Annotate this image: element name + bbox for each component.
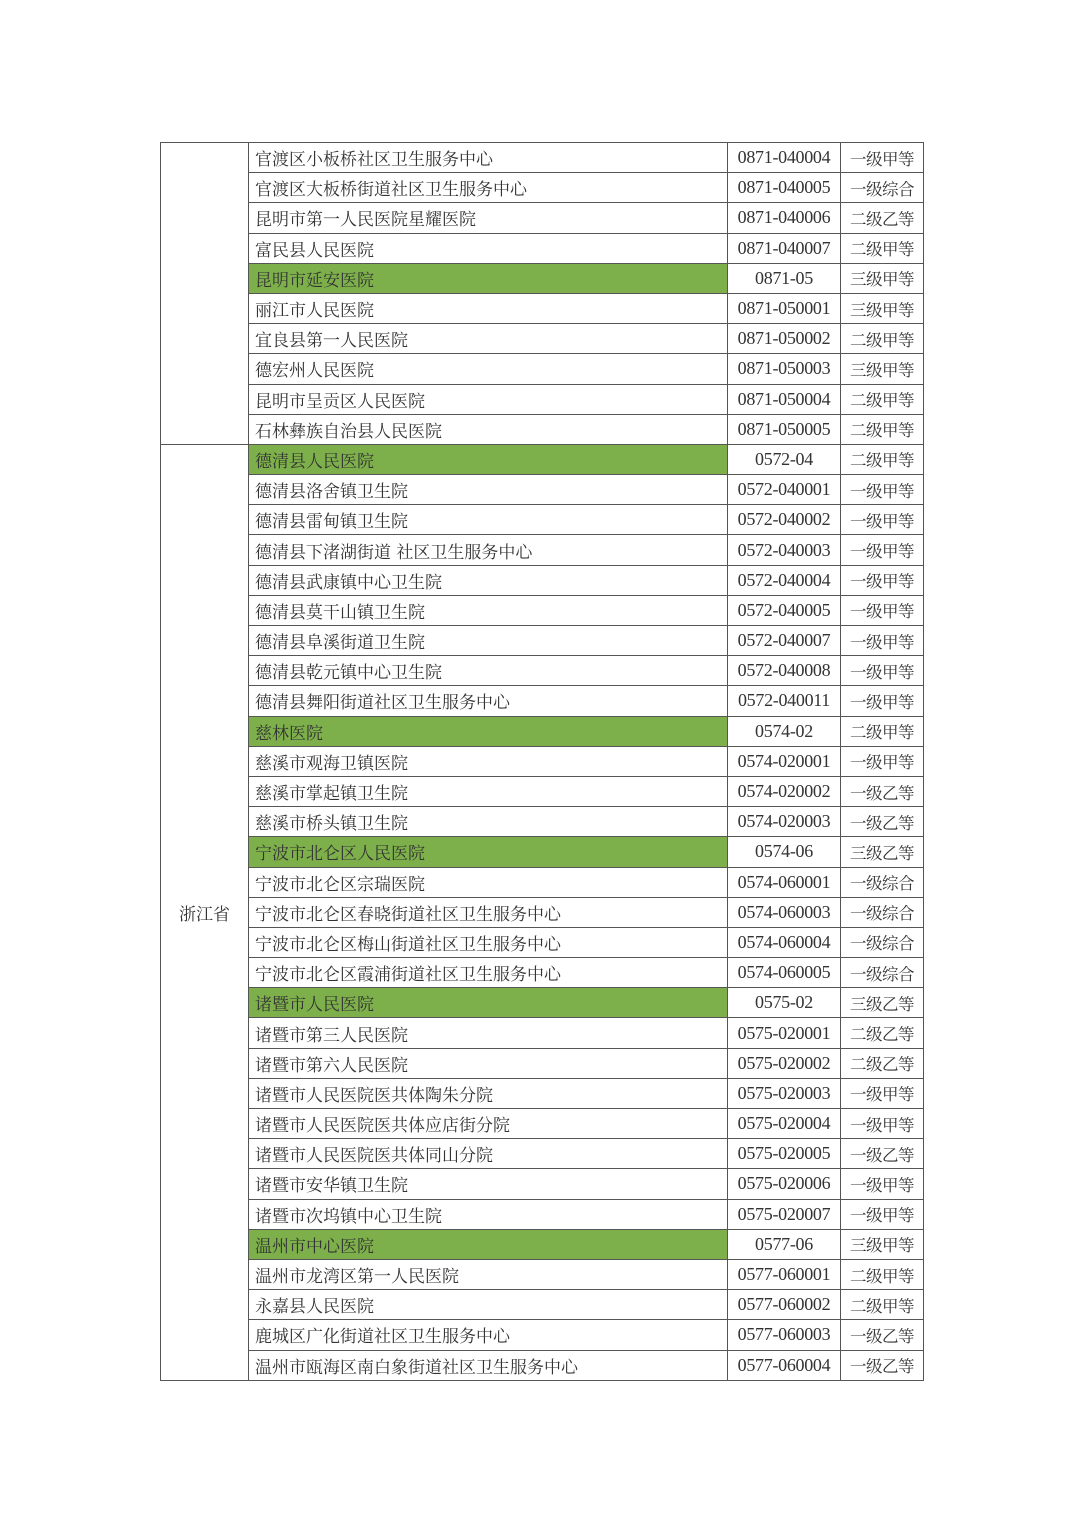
hospital-name-cell: 温州市龙湾区第一人民医院 <box>249 1259 728 1289</box>
hospital-name-cell: 温州市瓯海区南白象街道社区卫生服务中心 <box>249 1350 728 1380</box>
table-row <box>161 626 924 656</box>
hospital-grade-cell: 一级甲等 <box>841 1199 924 1229</box>
table-row <box>161 505 924 535</box>
hospital-code-cell: 0574-06 <box>728 837 841 867</box>
hospital-code-cell: 0871-050003 <box>728 354 841 384</box>
hospital-grade-cell: 一级乙等 <box>841 1320 924 1350</box>
hospital-code-cell: 0572-04 <box>728 444 841 474</box>
hospital-grade-cell: 一级甲等 <box>841 1109 924 1139</box>
hospital-grade-cell: 三级乙等 <box>841 837 924 867</box>
hospital-name-cell: 富民县人民医院 <box>249 233 728 263</box>
hospital-grade-cell: 一级甲等 <box>841 656 924 686</box>
hospital-name-cell: 诸暨市次坞镇中心卫生院 <box>249 1199 728 1229</box>
hospital-name-cell: 诸暨市人民医院医共体陶朱分院 <box>249 1078 728 1108</box>
hospital-name-cell: 德清县阜溪街道卫生院 <box>249 626 728 656</box>
hospital-code-cell: 0572-040004 <box>728 565 841 595</box>
province-cell: 浙江省 <box>161 444 249 1380</box>
hospital-name-cell: 慈林医院 <box>249 716 728 746</box>
hospital-code-cell: 0574-060001 <box>728 867 841 897</box>
hospital-code-cell: 0574-060005 <box>728 958 841 988</box>
hospital-grade-cell: 二级甲等 <box>841 233 924 263</box>
hospital-name-cell: 慈溪市掌起镇卫生院 <box>249 776 728 806</box>
hospital-grade-cell: 三级甲等 <box>841 354 924 384</box>
table-row <box>161 958 924 988</box>
hospital-code-cell: 0572-040008 <box>728 656 841 686</box>
hospital-code-cell: 0575-02 <box>728 988 841 1018</box>
hospital-name-cell: 诸暨市人民医院医共体同山分院 <box>249 1139 728 1169</box>
table-row <box>161 384 924 414</box>
hospital-code-cell: 0572-040002 <box>728 505 841 535</box>
table-row <box>161 1350 924 1380</box>
table-row <box>161 1139 924 1169</box>
hospital-code-cell: 0575-020004 <box>728 1109 841 1139</box>
table-row <box>161 203 924 233</box>
hospital-name-cell: 德宏州人民医院 <box>249 354 728 384</box>
table-row <box>161 475 924 505</box>
hospital-grade-cell: 一级甲等 <box>841 475 924 505</box>
hospital-code-cell: 0575-020007 <box>728 1199 841 1229</box>
hospital-name-cell: 诸暨市人民医院医共体应店街分院 <box>249 1109 728 1139</box>
hospital-name-cell: 温州市中心医院 <box>249 1229 728 1259</box>
hospital-grade-cell: 一级甲等 <box>841 505 924 535</box>
hospital-grade-cell: 一级甲等 <box>841 746 924 776</box>
table-row <box>161 595 924 625</box>
hospital-grade-cell: 二级乙等 <box>841 1018 924 1048</box>
hospital-code-cell: 0577-060002 <box>728 1290 841 1320</box>
table-row-main-hospital <box>161 1229 924 1259</box>
hospital-code-cell: 0871-040006 <box>728 203 841 233</box>
table-row <box>161 746 924 776</box>
hospital-code-cell: 0871-050001 <box>728 293 841 323</box>
hospital-grade-cell: 一级甲等 <box>841 626 924 656</box>
table-row <box>161 1078 924 1108</box>
hospital-grade-cell: 一级综合 <box>841 958 924 988</box>
hospital-name-cell: 宁波市北仑区春晓街道社区卫生服务中心 <box>249 897 728 927</box>
table-row <box>161 1320 924 1350</box>
hospital-grade-cell: 三级乙等 <box>841 988 924 1018</box>
hospital-grade-cell: 三级甲等 <box>841 1229 924 1259</box>
hospital-grade-cell: 三级甲等 <box>841 263 924 293</box>
hospital-name-cell: 石林彝族自治县人民医院 <box>249 414 728 444</box>
table-row <box>161 807 924 837</box>
hospital-name-cell: 德清县乾元镇中心卫生院 <box>249 656 728 686</box>
hospital-grade-cell: 二级甲等 <box>841 324 924 354</box>
table-row <box>161 143 924 173</box>
hospital-grade-cell: 三级甲等 <box>841 293 924 323</box>
table-row <box>161 293 924 323</box>
hospital-code-cell: 0572-040001 <box>728 475 841 505</box>
hospital-name-cell: 德清县下渚湖街道 社区卫生服务中心 <box>249 535 728 565</box>
hospital-name-cell: 宁波市北仑区人民医院 <box>249 837 728 867</box>
hospital-name-cell: 丽江市人民医院 <box>249 293 728 323</box>
hospital-code-cell: 0575-020001 <box>728 1018 841 1048</box>
hospital-code-cell: 0574-020002 <box>728 776 841 806</box>
table-row <box>161 324 924 354</box>
table-row <box>161 1048 924 1078</box>
hospital-code-cell: 0574-020003 <box>728 807 841 837</box>
hospital-grade-cell: 二级甲等 <box>841 1259 924 1289</box>
hospital-grade-cell: 二级甲等 <box>841 444 924 474</box>
hospital-table-body <box>161 143 924 1381</box>
table-row <box>161 1259 924 1289</box>
hospital-grade-cell: 二级乙等 <box>841 1048 924 1078</box>
hospital-name-cell: 诸暨市第六人民医院 <box>249 1048 728 1078</box>
hospital-name-cell: 鹿城区广化街道社区卫生服务中心 <box>249 1320 728 1350</box>
hospital-code-cell: 0572-040007 <box>728 626 841 656</box>
hospital-name-cell: 德清县武康镇中心卫生院 <box>249 565 728 595</box>
hospital-code-cell: 0574-060004 <box>728 927 841 957</box>
table-row <box>161 1018 924 1048</box>
hospital-name-cell: 慈溪市观海卫镇医院 <box>249 746 728 776</box>
hospital-name-cell: 德清县雷甸镇卫生院 <box>249 505 728 535</box>
hospital-code-cell: 0871-050002 <box>728 324 841 354</box>
hospital-code-cell: 0574-020001 <box>728 746 841 776</box>
hospital-code-cell: 0574-060003 <box>728 897 841 927</box>
table-row <box>161 776 924 806</box>
table-row-main-hospital <box>161 444 924 474</box>
hospital-code-cell: 0871-040005 <box>728 173 841 203</box>
table-row <box>161 867 924 897</box>
table-row-main-hospital <box>161 716 924 746</box>
hospital-grade-cell: 一级综合 <box>841 867 924 897</box>
hospital-name-cell: 宁波市北仑区霞浦街道社区卫生服务中心 <box>249 958 728 988</box>
hospital-grade-cell: 一级综合 <box>841 927 924 957</box>
hospital-code-cell: 0871-05 <box>728 263 841 293</box>
hospital-code-cell: 0577-060003 <box>728 1320 841 1350</box>
hospital-table <box>160 142 924 1381</box>
hospital-name-cell: 德清县舞阳街道社区卫生服务中心 <box>249 686 728 716</box>
table-row-main-hospital <box>161 988 924 1018</box>
hospital-name-cell: 德清县莫干山镇卫生院 <box>249 595 728 625</box>
hospital-name-cell: 诸暨市第三人民医院 <box>249 1018 728 1048</box>
hospital-code-cell: 0871-050005 <box>728 414 841 444</box>
hospital-name-cell: 宜良县第一人民医院 <box>249 324 728 354</box>
hospital-grade-cell: 一级甲等 <box>841 143 924 173</box>
table-row <box>161 233 924 263</box>
hospital-grade-cell: 一级甲等 <box>841 686 924 716</box>
hospital-code-cell: 0572-040011 <box>728 686 841 716</box>
hospital-grade-cell: 一级乙等 <box>841 776 924 806</box>
hospital-code-cell: 0572-040003 <box>728 535 841 565</box>
hospital-name-cell: 诸暨市安华镇卫生院 <box>249 1169 728 1199</box>
hospital-grade-cell: 一级乙等 <box>841 807 924 837</box>
hospital-name-cell: 昆明市第一人民医院星耀医院 <box>249 203 728 233</box>
hospital-name-cell: 德清县洛舍镇卫生院 <box>249 475 728 505</box>
table-row <box>161 565 924 595</box>
hospital-name-cell: 诸暨市人民医院 <box>249 988 728 1018</box>
hospital-name-cell: 昆明市延安医院 <box>249 263 728 293</box>
hospital-grade-cell: 一级甲等 <box>841 1078 924 1108</box>
hospital-code-cell: 0575-020003 <box>728 1078 841 1108</box>
hospital-code-cell: 0577-060004 <box>728 1350 841 1380</box>
table-row <box>161 1290 924 1320</box>
table-row-main-hospital <box>161 263 924 293</box>
hospital-code-cell: 0572-040005 <box>728 595 841 625</box>
table-row <box>161 1199 924 1229</box>
hospital-name-cell: 官渡区小板桥社区卫生服务中心 <box>249 143 728 173</box>
hospital-code-cell: 0577-060001 <box>728 1259 841 1289</box>
hospital-name-cell: 永嘉县人民医院 <box>249 1290 728 1320</box>
hospital-grade-cell: 一级乙等 <box>841 1350 924 1380</box>
hospital-name-cell: 官渡区大板桥街道社区卫生服务中心 <box>249 173 728 203</box>
hospital-grade-cell: 一级甲等 <box>841 1169 924 1199</box>
hospital-grade-cell: 一级甲等 <box>841 535 924 565</box>
hospital-grade-cell: 一级综合 <box>841 897 924 927</box>
table-row <box>161 927 924 957</box>
hospital-grade-cell: 一级乙等 <box>841 1139 924 1169</box>
hospital-code-cell: 0871-040007 <box>728 233 841 263</box>
table-row <box>161 1109 924 1139</box>
hospital-name-cell: 昆明市呈贡区人民医院 <box>249 384 728 414</box>
province-cell <box>161 143 249 445</box>
hospital-grade-cell: 一级甲等 <box>841 565 924 595</box>
hospital-name-cell: 宁波市北仑区宗瑞医院 <box>249 867 728 897</box>
hospital-code-cell: 0575-020002 <box>728 1048 841 1078</box>
hospital-name-cell: 宁波市北仑区梅山街道社区卫生服务中心 <box>249 927 728 957</box>
table-row <box>161 656 924 686</box>
hospital-code-cell: 0575-020006 <box>728 1169 841 1199</box>
hospital-grade-cell: 一级综合 <box>841 173 924 203</box>
hospital-code-cell: 0871-050004 <box>728 384 841 414</box>
table-row <box>161 354 924 384</box>
hospital-grade-cell: 一级甲等 <box>841 595 924 625</box>
hospital-grade-cell: 二级甲等 <box>841 384 924 414</box>
table-row <box>161 414 924 444</box>
hospital-grade-cell: 二级乙等 <box>841 203 924 233</box>
table-row <box>161 173 924 203</box>
table-row <box>161 535 924 565</box>
table-row <box>161 1169 924 1199</box>
table-row-main-hospital <box>161 837 924 867</box>
hospital-grade-cell: 二级甲等 <box>841 1290 924 1320</box>
hospital-code-cell: 0871-040004 <box>728 143 841 173</box>
hospital-name-cell: 德清县人民医院 <box>249 444 728 474</box>
hospital-code-cell: 0574-02 <box>728 716 841 746</box>
hospital-code-cell: 0575-020005 <box>728 1139 841 1169</box>
hospital-name-cell: 慈溪市桥头镇卫生院 <box>249 807 728 837</box>
hospital-code-cell: 0577-06 <box>728 1229 841 1259</box>
table-row <box>161 686 924 716</box>
hospital-grade-cell: 二级甲等 <box>841 716 924 746</box>
table-row <box>161 897 924 927</box>
hospital-grade-cell: 二级甲等 <box>841 414 924 444</box>
